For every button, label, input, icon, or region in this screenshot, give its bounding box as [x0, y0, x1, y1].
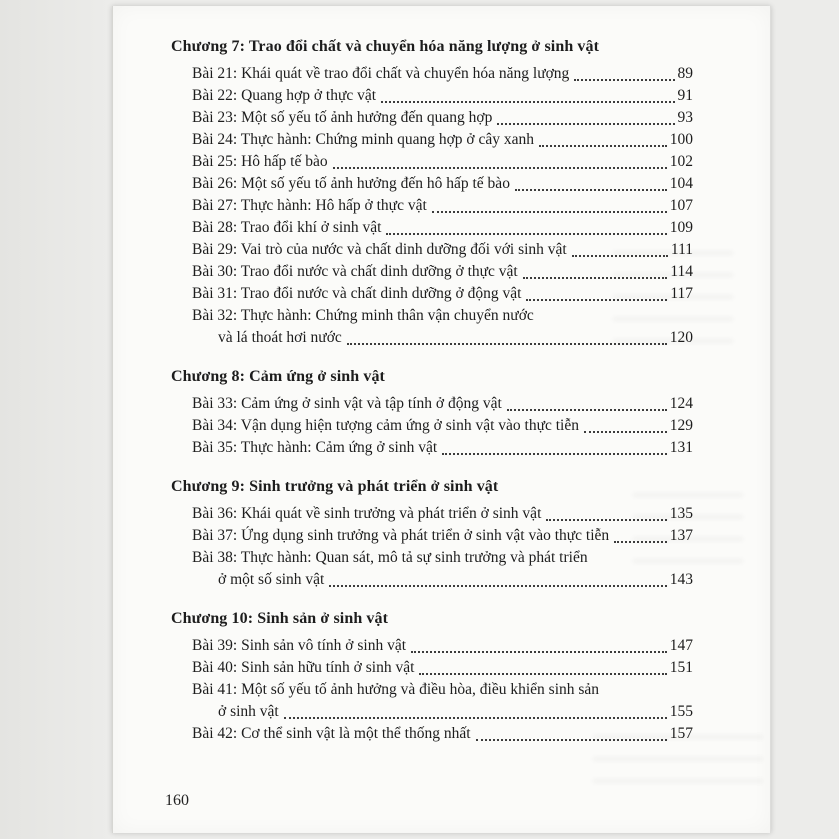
entry-page-number: 120 [669, 329, 693, 346]
toc-entry [171, 283, 693, 305]
entry-label: Bài 29: Vai trò của nước và chất dinh dưỡng đối với sinh vật [192, 241, 567, 258]
dot-leader [329, 585, 666, 587]
entry-page-number: 109 [669, 219, 693, 236]
toc-entry [171, 261, 693, 283]
entry-page-number: 131 [669, 439, 693, 456]
dot-leader [526, 299, 667, 301]
toc-entry [171, 635, 693, 657]
entry-page-number: 107 [669, 197, 693, 214]
entry-label: Bài 30: Trao đổi nước và chất dinh dưỡng ở thực vật [192, 263, 518, 280]
toc-entry-line1 [171, 679, 693, 701]
chapter-section [171, 476, 693, 591]
entry-label: Bài 33: Cảm ứng ở sinh vật và tập tính ở động vật [192, 395, 502, 412]
dot-leader [572, 255, 668, 257]
dot-leader [432, 211, 667, 213]
entry-page-number: 102 [669, 153, 693, 170]
chapter-title: Chương 9: Sinh trưởng và phát triển ở sinh vật [171, 478, 499, 495]
dot-leader [574, 79, 674, 81]
entry-page-number: 100 [669, 131, 693, 148]
toc-entry-line2 [171, 327, 693, 349]
toc-entry-line1 [171, 305, 693, 327]
toc-entry [171, 173, 693, 195]
chapter-title: Chương 8: Cảm ứng ở sinh vật [171, 368, 385, 385]
entry-label: Bài 36: Khái quát về sinh trưởng và phát triển ở sinh vật [192, 505, 542, 522]
entry-label: Bài 21: Khái quát về trao đổi chất và chuyển hóa năng lượng [192, 65, 570, 82]
dot-leader [386, 233, 666, 235]
table-of-contents [171, 36, 693, 745]
chapter-section [171, 36, 693, 349]
entry-page-number: 114 [670, 263, 693, 280]
dot-leader [476, 739, 667, 741]
entry-label: Bài 39: Sinh sản vô tính ở sinh vật [192, 637, 407, 654]
toc-entry-line2 [171, 569, 693, 591]
entry-label: Bài 40: Sinh sản hữu tính ở sinh vật [192, 659, 415, 676]
entry-page-number: 147 [669, 637, 693, 654]
entry-page-number: 89 [677, 65, 693, 82]
entry-label: Bài 28: Trao đổi khí ở sinh vật [192, 219, 382, 236]
dot-leader [497, 123, 674, 125]
toc-entry-line1 [171, 547, 693, 569]
entry-page-number: 91 [677, 87, 693, 104]
entry-page-number: 137 [669, 527, 693, 544]
toc-entry [171, 437, 693, 459]
entry-label: Bài 37: Ứng dụng sinh trưởng và phát triển ở sinh vật vào thực tiễn [192, 527, 610, 544]
toc-entry [171, 129, 693, 151]
entry-label: Bài 32: Thực hành: Chứng minh thân vận chuyển nước [192, 307, 534, 324]
dot-leader [347, 343, 667, 345]
page-footer-number: 160 [165, 792, 189, 809]
dot-leader [614, 541, 667, 543]
dot-leader [515, 189, 667, 191]
entry-page-number: 104 [669, 175, 693, 192]
dot-leader [284, 717, 667, 719]
entry-label-continuation: và lá thoát hơi nước [218, 329, 342, 346]
entry-label-continuation: ở sinh vật [218, 703, 279, 720]
dot-leader [381, 101, 674, 103]
entry-label: Bài 24: Thực hành: Chứng minh quang hợp ở cây xanh [192, 131, 534, 148]
entry-page-number: 117 [670, 285, 693, 302]
toc-entry [171, 107, 693, 129]
dot-leader [411, 651, 667, 653]
toc-entry [171, 85, 693, 107]
dot-leader [539, 145, 667, 147]
entry-label: Bài 41: Một số yếu tố ảnh hưởng và điều hòa, điều khiển sinh sản [192, 681, 600, 698]
dot-leader [333, 167, 667, 169]
toc-entry [171, 217, 693, 239]
entry-page-number: 155 [669, 703, 693, 720]
toc-entry [171, 503, 693, 525]
chapter-title: Chương 10: Sinh sản ở sinh vật [171, 610, 389, 627]
entry-page-number: 93 [677, 109, 693, 126]
entry-label: Bài 26: Một số yếu tố ảnh hưởng đến hô hấp tế bào [192, 175, 510, 192]
toc-entry [171, 415, 693, 437]
entry-page-number: 124 [669, 395, 693, 412]
entry-page-number: 129 [669, 417, 693, 434]
entry-page-number: 135 [669, 505, 693, 522]
toc-entry [171, 525, 693, 547]
toc-entry [171, 195, 693, 217]
toc-entry [171, 63, 693, 85]
entry-label: Bài 42: Cơ thể sinh vật là một thể thống nhất [192, 725, 471, 742]
entry-page-number: 143 [669, 571, 693, 588]
entry-label: Bài 23: Một số yếu tố ảnh hưởng đến quang hợp [192, 109, 493, 126]
entry-page-number: 111 [670, 241, 693, 258]
entry-label: Bài 25: Hô hấp tế bào [192, 153, 328, 170]
toc-entry [171, 239, 693, 261]
toc-entry [171, 151, 693, 173]
chapter-title: Chương 7: Trao đổi chất và chuyển hóa năng lượng ở sinh vật [171, 38, 600, 55]
dot-leader [419, 673, 666, 675]
toc-entry [171, 723, 693, 745]
entry-page-number: 157 [669, 725, 693, 742]
toc-entry [171, 657, 693, 679]
chapter-section [171, 366, 693, 459]
entry-page-number: 151 [669, 659, 693, 676]
entry-label: Bài 27: Thực hành: Hô hấp ở thực vật [192, 197, 427, 214]
dot-leader [523, 277, 668, 279]
entry-label: Bài 31: Trao đổi nước và chất dinh dưỡng ở động vật [192, 285, 522, 302]
entry-label-continuation: ở một số sinh vật [218, 571, 325, 588]
entry-label: Bài 35: Thực hành: Cảm ứng ở sinh vật [192, 439, 438, 456]
entry-label: Bài 38: Thực hành: Quan sát, mô tả sự sinh trưởng và phát triển [192, 549, 588, 566]
paper-page [112, 6, 771, 833]
dot-leader [507, 409, 667, 411]
chapter-section [171, 608, 693, 745]
dot-leader [546, 519, 666, 521]
entry-label: Bài 22: Quang hợp ở thực vật [192, 87, 377, 104]
dot-leader [442, 453, 667, 455]
entry-label: Bài 34: Vận dụng hiện tượng cảm ứng ở sinh vật vào thực tiễn [192, 417, 579, 434]
dot-leader [584, 431, 667, 433]
toc-entry-line2 [171, 701, 693, 723]
toc-entry [171, 393, 693, 415]
